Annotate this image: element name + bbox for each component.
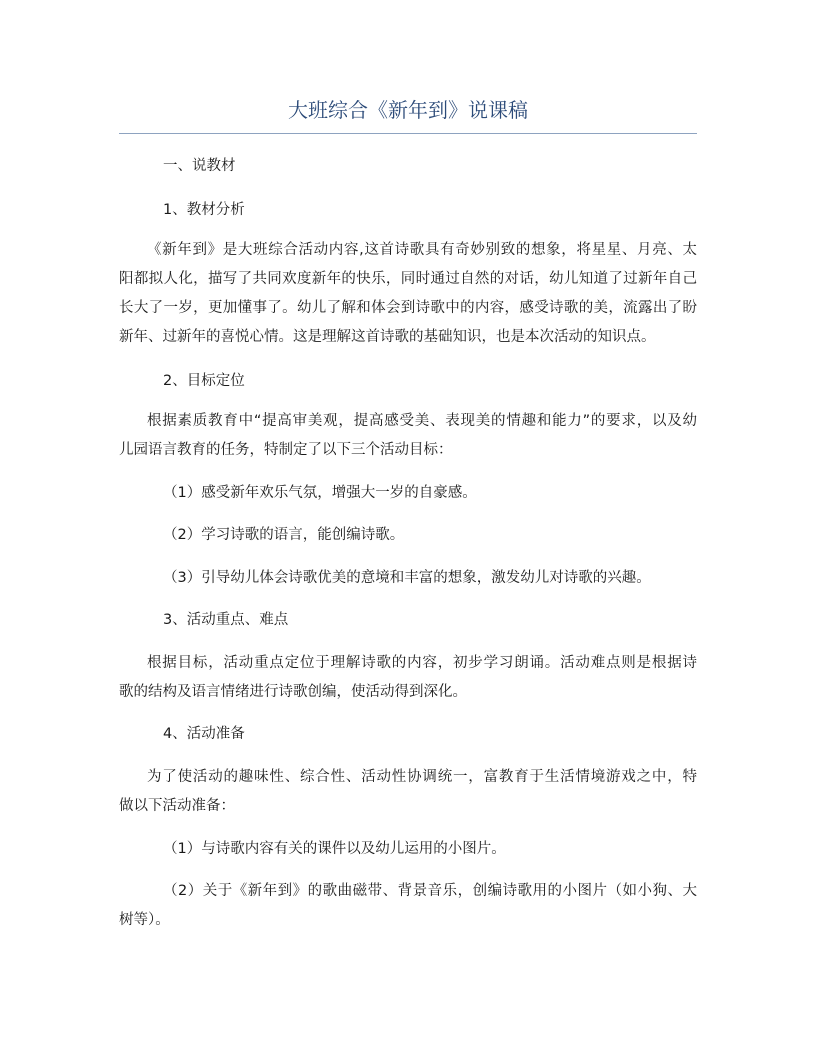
paragraph-3-line: 根据目标，活动重点定位于理解诗歌的内容，初步学习朗诵。活动难点则是根据诗 <box>147 655 697 671</box>
section-heading: 一、说教材 <box>163 158 236 174</box>
paragraph-4-line: 做以下活动准备： <box>119 798 235 814</box>
paragraph-1-line: 长大了一岁，更加懂事了。幼儿了解和体会到诗歌中的内容，感受诗歌的美，流露出了盼 <box>119 300 697 316</box>
paragraph-3-line: 歌的结构及语言情绪进行诗歌创编，使活动得到深化。 <box>119 684 467 700</box>
subheading-4: 4、活动准备 <box>163 726 245 742</box>
goal-item: （3）引导幼儿体会诗歌优美的意境和丰富的想象，激发幼儿对诗歌的兴趣。 <box>163 570 651 586</box>
document-title: 大班综合《新年到》说课稿 <box>288 98 528 122</box>
paragraph-1-line: 新年、过新年的喜悦心情。这是理解这首诗歌的基础知识，也是本次活动的知识点。 <box>119 329 656 345</box>
goal-item: （1）感受新年欢乐气氛，增强大一岁的自豪感。 <box>163 485 477 501</box>
goal-item: （2）学习诗歌的语言，能创编诗歌。 <box>163 527 405 543</box>
subheading-1: 1、教材分析 <box>163 202 245 218</box>
subheading-3: 3、活动重点、难点 <box>163 612 289 628</box>
paragraph-1-line: 阳都拟人化，描写了共同欢度新年的快乐，同时通过自然的对话，幼儿知道了过新年自己 <box>119 271 697 287</box>
title-divider <box>119 133 697 134</box>
prep-item-continued: 树等）。 <box>119 912 170 928</box>
paragraph-2-line: 根据素质教育中“提高审美观，提高感受美、表现美的情趣和能力”的要求，以及幼 <box>147 413 697 429</box>
paragraph-1-line: 《新年到》是大班综合活动内容,这首诗歌具有奇妙别致的想象，将星星、月亮、太 <box>147 242 697 258</box>
paragraph-4-line: 为了使活动的趣味性、综合性、活动性协调统一，富教育于生活情境游戏之中，特 <box>147 769 697 785</box>
paragraph-2-line: 儿园语言教育的任务，特制定了以下三个活动目标： <box>119 442 453 458</box>
subheading-2: 2、目标定位 <box>163 373 245 389</box>
prep-item: （2）关于《新年到》的歌曲磁带、背景音乐，创编诗歌用的小图片（如小狗、大 <box>163 883 697 899</box>
prep-item: （1）与诗歌内容有关的课件以及幼儿运用的小图片。 <box>163 841 506 857</box>
